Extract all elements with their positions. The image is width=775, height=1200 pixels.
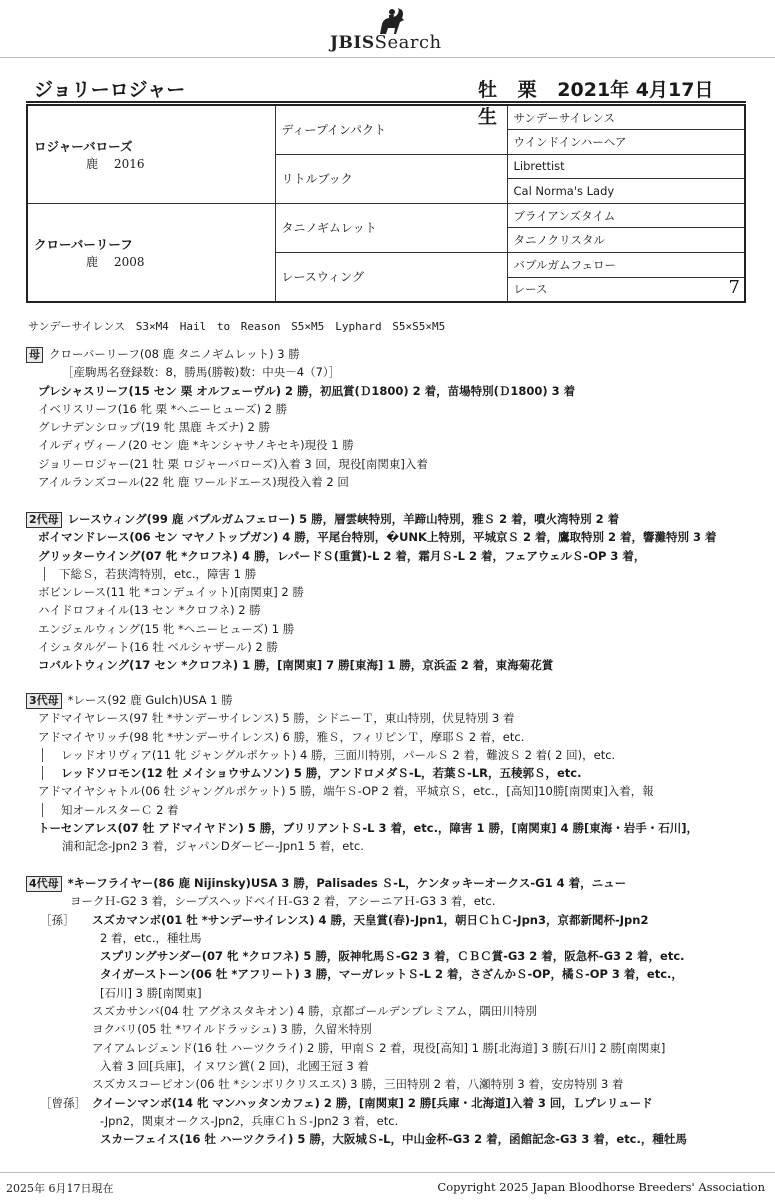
gg-cell-7: バブルガムフェロー bbox=[507, 253, 745, 278]
horse-sex: 牡 bbox=[478, 79, 498, 101]
list-item: イシュタルゲート(16 牡 ベルシャザール) 2 勝 bbox=[38, 640, 278, 655]
list-item: スズカサンバ(04 牡 アグネスタキオン) 4 勝，京都ゴールデンプレミアム，隅田川特別 bbox=[92, 1004, 537, 1019]
list-item bbox=[26, 746, 756, 764]
list-item: ボビンレース(11 牝 *コンデュイット)[南関東] 2 勝 bbox=[38, 585, 304, 600]
list-item: イベリスリーフ(16 牝 栗 *ヘニーヒューズ) 2 勝 bbox=[38, 401, 288, 416]
continuation-line: 知オールスターＣ 2 着 bbox=[42, 803, 179, 817]
list-item bbox=[26, 801, 756, 819]
list-item: トーセンアレス(07 牡 アドマイヤドン) 5 勝，ブリリアントＳ-L 3 着，etc.，障害 1 勝，[南関東] 4 勝[東海・岩手・石川]， bbox=[38, 821, 698, 836]
gg-cell-6: タニノクリスタル bbox=[507, 228, 745, 253]
footer-date: 2025年 6月17日現在 bbox=[6, 1182, 114, 1195]
list-item: スズカスコーピオン(06 牡 *シンボリクリスエス) 3 勝，三田特別 2 着，八瀬特別 3 着，安房特別 3 着 bbox=[92, 1077, 624, 1092]
continuation-line: 下総Ｓ，若狭湾特別，etc.，障害 1 勝 bbox=[44, 567, 256, 581]
sire-sire-cell: ディープインパクト bbox=[275, 105, 507, 154]
list-item bbox=[26, 565, 756, 583]
list-item bbox=[26, 911, 756, 929]
grandchild-label: ［孫］ bbox=[40, 912, 75, 927]
dam-sire-cell: タニノギムレット bbox=[275, 203, 507, 252]
list-item: ヨクバリ(05 牡 *ワイルドラッシュ) 3 勝，久留米特別 bbox=[92, 1022, 372, 1037]
gg-cell-2: ウインドインハーヘア bbox=[507, 130, 745, 155]
grandchild-line: レッドソロモン(12 牡 メイショウサムソン) 5 勝，アンドロメダＳ-L，若葉Ｓ-LR，五稜郭Ｓ，etc. bbox=[42, 766, 581, 780]
list-item: アドマイヤシャトル(06 牡 ジャングルポケット) 5 勝，端午Ｓ-OP 2 着，平城京Ｓ，etc.，[高知]10勝[南関東]入着，報 bbox=[38, 784, 654, 799]
page-header bbox=[0, 0, 775, 60]
list-item: アドマイヤリッチ(98 牝 *サンデーサイレンス) 6 勝，雅Ｓ，フィリピンＴ，摩耶Ｓ 2 着，etc. bbox=[38, 729, 525, 744]
list-item bbox=[26, 345, 756, 363]
sire-name: ロジャーバローズ bbox=[34, 138, 133, 154]
great-grandchild-label: ［曾孫］ bbox=[40, 1095, 86, 1110]
jbis-search-logo[interactable] bbox=[328, 6, 468, 54]
list-item: エンジェルウィング(15 牝 *ヘニーヒューズ) 1 勝 bbox=[38, 621, 295, 636]
sire-year: 2016 bbox=[114, 156, 145, 171]
list-item: [石川] 3 勝[南関東] bbox=[100, 985, 202, 1000]
sire-cell bbox=[27, 105, 275, 203]
list-item: 2 着，etc.，種牡馬 bbox=[100, 930, 202, 945]
dam-info bbox=[34, 253, 269, 270]
second-dam-section bbox=[26, 510, 756, 675]
list-item: -Jpn2，関東オークス-Jpn2，兵庫ＣｈＳ-Jpn2 3 着，etc. bbox=[100, 1113, 399, 1128]
list-item: グレナデンシロップ(19 牝 黒鹿 キズナ) 2 勝 bbox=[38, 420, 270, 435]
dam-name: クローバーリーフ bbox=[34, 236, 133, 252]
sire-dam-cell: リトルブック bbox=[275, 154, 507, 203]
list-item: アイアムレジェンド(16 牡 ハーツクライ) 2 勝，甲南Ｓ 2 着，現役[高知] 1 勝[北海道] 3 勝[石川] 2 勝[南関東] bbox=[92, 1040, 666, 1055]
gg-cell-1: サンデーサイレンス bbox=[507, 105, 745, 130]
list-item bbox=[26, 691, 756, 709]
list-item bbox=[26, 874, 756, 892]
section-tag: 4代母 bbox=[26, 876, 62, 892]
gg-cell-8 bbox=[507, 277, 745, 302]
gg-cell-3: Librettist bbox=[507, 154, 745, 179]
logo-search-text: Search bbox=[374, 32, 442, 53]
fourth-dam-section bbox=[26, 874, 756, 1148]
list-item: ヨークＨ-G2 3 着，シープスヘッドベイＨ-G3 2 着，アシーニアＨ-G3 3 着，etc. bbox=[70, 894, 496, 909]
section-tag: 2代母 bbox=[26, 512, 62, 528]
second-dam-line: レースウィング(99 鹿 バブルガムフェロー) 5 勝，層雲峡特別，羊蹄山特別，雅Ｓ 2 着，噴火湾特別 2 着 bbox=[67, 512, 620, 526]
list-item: アイルランズコール(22 牝 鹿 ワールドエース)現役入着 2 回 bbox=[38, 475, 349, 490]
list-item bbox=[26, 510, 756, 528]
family-number: 7 bbox=[728, 277, 740, 299]
list-item: スカーフェイス(16 牡 ハーツクライ) 5 勝，大阪城Ｓ-L，中山金杯-G3 2 着，函館記念-G3 3 着，etc.，種牡馬 bbox=[100, 1132, 687, 1147]
list-item: コバルトウィング(17 セン *クロフネ) 1 勝，[南関東] 7 勝[東海] 1 勝，京浜盃 2 着，東海菊花賞 bbox=[38, 658, 554, 673]
dam-cell bbox=[27, 203, 275, 301]
list-item bbox=[26, 764, 756, 782]
horse-color: 栗 bbox=[517, 79, 537, 101]
list-item: グリッターウイング(07 牝 *クロフネ) 4 勝，レパードＳ(重賞)-L 2 着，霜月Ｓ-L 2 着，フェアウェルＳ-OP 3 着， bbox=[38, 548, 646, 563]
descendant-line: スズカマンボ(01 牡 *サンデーサイレンス) 4 勝，天皇賞(春)-Jpn1，朝日ＣｈＣ-Jpn3，京都新聞杯-Jpn2 bbox=[92, 912, 649, 927]
list-item: ［産駒馬名登録数：8，勝馬(勝鞍)数：中央－4（7）］ bbox=[62, 365, 341, 380]
list-item: ハイドロフォイル(13 セン *クロフネ) 2 勝 bbox=[38, 603, 261, 618]
dam-line: クローバーリーフ(08 鹿 タニノギムレット) 3 勝 bbox=[49, 347, 300, 361]
list-item: スプリングサンダー(07 牝 *クロフネ) 5 勝，阪神牝馬Ｓ-G2 3 着，ＣＢＣ賞-G3 2 着，阪急杯-G3 2 着，etc. bbox=[100, 949, 685, 964]
list-item: 入着 3 回[兵庫]，イヌワシ賞( 2 回)，北國王冠 3 着 bbox=[100, 1058, 369, 1073]
third-dam-line: *レース(92 鹿 Gulch)USA 1 勝 bbox=[67, 693, 233, 707]
section-tag: 3代母 bbox=[26, 693, 62, 709]
list-item: 浦和記念-Jpn2 3 着，ジャパンDダービー-Jpn1 5 着，etc. bbox=[62, 839, 364, 854]
list-item: イルディヴィーノ(20 セン 鹿 *キンシャサノキセキ)現役 1 勝 bbox=[38, 438, 354, 453]
header-divider bbox=[0, 57, 775, 58]
descendant-line: クイーンマンボ(14 牝 マンハッタンカフェ) 2 勝，[南関東] 2 勝[兵庫・北海道]入着 3 回，Ｌプレリュード bbox=[92, 1095, 653, 1110]
section-tag: 母 bbox=[26, 347, 43, 363]
third-dam-section bbox=[26, 691, 756, 856]
list-item: アドマイヤレース(97 牡 *サンデーサイレンス) 5 勝，シドニーＴ，東山特別，伏見特別 3 着 bbox=[38, 711, 515, 726]
inbreeding-text: サンデーサイレンス S3×M4 Hail to Reason S5×M5 Lyphard S5×S5×M5 bbox=[28, 320, 446, 333]
list-item: ボイマンドレース(06 セン マヤノトップガン) 4 勝，平尾台特別，�UNK上特別，平城京Ｓ 2 着，鷹取特別 2 着，響灘特別 3 着 bbox=[38, 530, 717, 545]
gg-cell-5: ブライアンズタイム bbox=[507, 203, 745, 228]
list-item: プレシャスリーフ(15 セン 栗 オルフェーヴル) 2 勝，初凪賞(Ｄ1800) 2 着，苗場特別(Ｄ1800) 3 着 bbox=[38, 383, 576, 398]
logo-text bbox=[330, 32, 442, 53]
pedigree-table bbox=[26, 104, 746, 303]
dam-color: 鹿 bbox=[86, 254, 99, 269]
grandchild-line: レッドオリヴィア(11 牝 ジャングルポケット) 4 勝，三面川特別，パールＳ 2 着，難波Ｓ 2 着( 2 回)，etc. bbox=[42, 748, 615, 762]
sire-info bbox=[34, 155, 269, 172]
gg-cell-4: Cal Norma's Lady bbox=[507, 179, 745, 204]
dam-section bbox=[26, 345, 756, 491]
list-item bbox=[26, 1094, 756, 1112]
sire-color: 鹿 bbox=[86, 156, 99, 171]
list-item: タイガーストーン(06 牡 *アフリート) 3 勝，マーガレットＳ-L 2 着，さざんかＳ-OP，橘Ｓ-OP 3 着，etc.， bbox=[100, 967, 683, 982]
logo-main-text: JBIS bbox=[330, 33, 375, 53]
fourth-dam-line: *キーフライヤー(86 鹿 Nijinsky)USA 3 勝，Palisades Ｓ-L，ケンタッキーオークス-G1 4 着，ニュー bbox=[67, 876, 627, 890]
footer-divider bbox=[0, 1172, 775, 1173]
horse-name: ジョリーロジャー bbox=[34, 79, 186, 101]
footer-copyright: Copyright 2025 Japan Bloodhorse Breeders' Association bbox=[437, 1180, 765, 1194]
dam-dam-cell: レースウィング bbox=[275, 253, 507, 302]
horse-birth: 2021年 4月17日生 bbox=[478, 79, 714, 128]
gg-name-8: レース bbox=[513, 282, 548, 297]
list-item: ジョリーロジャー(21 牡 栗 ロジャーバローズ)入着 3 回，現役[南関東]入着 bbox=[38, 456, 428, 471]
dam-year: 2008 bbox=[114, 254, 145, 269]
